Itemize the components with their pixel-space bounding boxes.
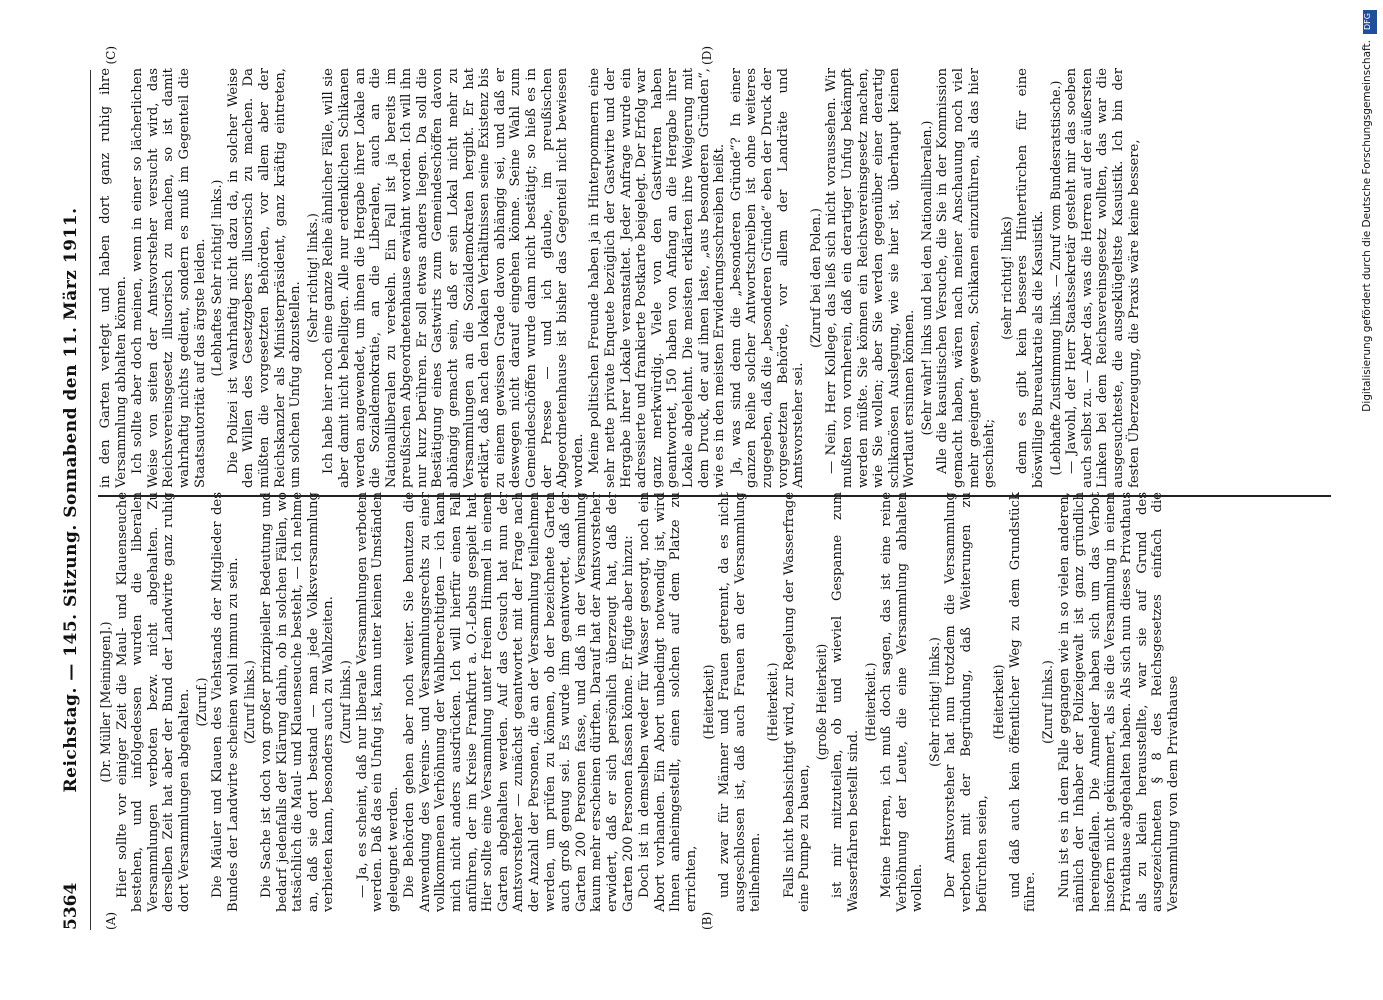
paragraph: — Nein, Herr Kollege, das ließ sich nicht voraussehen. Wir mußten von vornherein, daß ein derartiger Unfug bekämpft werden müßte. Sie können ein Reichsvereinsgesetz machen, wie Sie wollen; aber Sie werden gegenüber einer derartig schikanösen Auslegung, wie sie hier ist, überhaupt keinen Wortlaut ersinnen können. <box>824 68 918 488</box>
margin-marker-c: (C) <box>104 46 118 65</box>
paragraph: Die Behörden gehen aber noch weiter. Sie benutzen die Anwendung des Vereins- und Versammlungsrechts zu einer vollkommenen Verhöhnung der Wahlberechtigten — ich kann mich nicht anders ausdrücken. Ich will hierfür einen Fall anführen, der im Kreise Frankfurt a. O.-Lebus gespielt hat. Hier sollte eine Versammlung unter freiem Himmel in einem Garten abgehalten werden. Auf das Gesuch hat nun der Amtsvorsteher — zunächst geantwortet mit der Frage nach der Anzahl der Personen, die an der Versammlung teilnehmen werden, um prüfen zu können, ob der bezeichnete Garten auch groß genug sei. Es wurde ihm geantwortet, daß der Garten 200 Personen fasse, und daß in der Versammlung kaum mehr erscheinen dürften. Darauf hat der Amtsvorsteher erwidert, daß er sich persönlich überzeugt hat, daß der Garten 200 Personen fassen könne. Er fügte aber hinzu: <box>402 492 636 912</box>
paragraph: Ich sollte aber doch meinen, wenn in einer so lächerlichen Weise von seiten der Amtsvorsteher versucht wird, das Reichsvereinsgesetz illusorisch zu machen, so ist damit wahrhaftig nichts gedient, sondern es muß im Gegenteil die Staatsautorität auf das ärgste leiden. <box>130 68 208 488</box>
interjection: (Heiterkeit.) <box>862 662 878 742</box>
interjection: (Sehr richtig! links.) <box>304 213 320 343</box>
paragraph: Die Mäuler und Klauen des Viehstands der Mitglieder des Bundes der Landwirte scheinen wohl immun zu sein. <box>210 492 241 912</box>
interjection: (Sehr wahr! links und bei den Nationalliberalen.) <box>918 120 934 436</box>
margin-marker-b: (B) <box>700 911 714 930</box>
paragraph: Ich habe hier noch eine ganze Reihe ähnlicher Fälle, will sie aber damit nicht behelligen. Alle nur erdenklichen Schikanen werden angewendet, um ihnen die Hergabe ihrer Lokale an die Sozialdemokratie, an die Liberalen, auch an die Nationalliberalen zu verekeln. Ein Fall ist ja bereits im preußischen Abgeordnetenhause erwähnt worden. Ich will ihn nur kurz berühren. Er soll etwas anders liegen. Da soll die Bestätigung eines Gastwirts zum Gemeindeschöffen davon abhängig gemacht sein, daß er sein Lokal nicht mehr zu Versammlungen an die Sozialdemokraten hergibt. Er hat erklärt, daß nach den lokalen Verhältnissen seine Existenz bis zu einem gewissen Grade davon abhängig sei, und daß er deswegen nicht darauf eingehen könne. Seine Wahl zum Gemeindeschöffen wurde dann nicht bestätigt; so hieß es in der Presse — und ich glaube, im preußischen Abgeordnetenhause ist bisher das Gegenteil nicht bewiesen worden. <box>321 68 586 488</box>
margin-marker-d: (D) <box>700 46 714 65</box>
column-divider <box>98 495 1331 497</box>
paragraph: Ja, was sind denn die „besonderen Gründe“? In einer ganzen Reihe solcher Antwortschreiben ist ohne weiteres zugegeben, daß die „besonderen Gründe“ eben der Druck der vorgesetzten Behörde, vor allem der Landräte und Amtsvorsteher sei. <box>728 68 807 488</box>
paragraph: in den Garten verlegt und haben dort ganz ruhig ihre Versammlung abhalten können. <box>98 68 129 488</box>
interjection: (Zuruf links.) <box>1040 660 1056 744</box>
paragraph: Meine Herren, ich muß doch sagen, das ist eine reine Verhöhnung der Leute, die eine Versammlung abhalten wollen. <box>879 492 926 912</box>
interjection: (große Heiterkeit) <box>813 643 829 761</box>
interjection: (Zuruf links.) <box>337 660 353 744</box>
left-text-column <box>98 492 1331 912</box>
running-header <box>54 70 88 930</box>
interjection: (Zuruf links.) <box>242 660 258 744</box>
paragraph: Die Sache ist doch von großer prinzipieller Bedeutung und bedarf jedenfalls der Klärung dahin, ob in solchen Fällen, wo tatsächlich die Maul- und Klauenseuche besteht, — ich nehme an, daß sie dort bestand — man jede Volksversammlung verbieten kann, besonders auch zu Wahlzeiten. <box>258 492 337 912</box>
margin-marker-a: (A) <box>104 911 118 930</box>
paragraph: Die Polizei ist wahrhaftig nicht dazu da, in solcher Weise den Willen des Gesetzgebers illusorisch zu machen. Da müßten die vorgesetzten Behörden, vor allem aber der Reichskanzler als Ministerpräsident, ganz kräftig eintreten, um solchen Unfug abzustellen. <box>225 68 304 488</box>
header-rule <box>90 70 91 930</box>
paragraph: Nun ist es in dem Falle gegangen wie in so vielen anderen, nämlich der Inhaber der Polizeigewalt ist ganz gründlich hereingefallen. Die Anmelder haben sich um das Verbot insofern nicht gekümmert, als sie die Versammlung in einem Privathause abgehalten haben. Als sich nun dieses Privathaus als zu klein herausstellte, war sie auf Grund des ausgezeichneten § 8 des Reichsgesetzes einfach die Versammlung von dem Privathause <box>1056 492 1181 912</box>
interjection: (Heiterkeit.) <box>764 662 780 742</box>
paragraph: Falls nicht beabsichtigt wird, zur Regelung der Wasserfrage eine Pumpe zu bauen, <box>781 492 813 912</box>
interjection: (sehr richtig! links) <box>998 216 1014 340</box>
page-title: Reichstag. — 145. Sitzung. Sonnabend den 11. März 1911. <box>61 207 81 793</box>
paragraph: — Jawohl, der Herr Staatssekretär gesteht mir das soeben auch selbst zu. — Aber das, was die Herren auf der äußersten Linken bei dem Reichsvereinsgesetz wollten, das war die ausgesuchteste, die ausgeklügeltste Kasuistik. Ich bin der festen Überzeugung, die Praxis wäre keine bessere, <box>1064 68 1142 488</box>
page-number: 5364 <box>61 882 81 930</box>
interjection: (Zuruf.) <box>193 677 209 727</box>
interjection: (Lebhafte Zustimmung links. — Zuruf vom Bundesratstische.) <box>1047 80 1063 476</box>
interjection: (Heiterkeit) <box>991 664 1007 740</box>
paragraph: denn es gibt kein besseres Hintertürchen für eine böswillige Bureaukratie als die Kasuistik. <box>1015 68 1047 488</box>
paragraph: — Ja, es scheint, daß nur liberale Versammlungen verboten werden. Daß das ein Unfug ist, kann unter keinen Umständen geleugnet werden. <box>354 492 401 912</box>
dfg-logo: DFG <box>1363 10 1377 34</box>
right-text-column <box>98 68 1331 488</box>
funding-note: Digitalisierung gefördert durch die Deutsche Forschungsgemeinschaft. <box>1361 40 1373 412</box>
paragraph: Alle die kasuistischen Versuche, die Sie in der Kommission gemacht haben, wären nach meiner Anschauung noch viel mehr geeignet gewesen, Schikanen einzuführen, als das hier geschieht; <box>935 68 998 488</box>
interjection: (Zuruf bei den Polen.) <box>807 208 823 348</box>
paragraph: Der Amtsvorsteher hat nun trotzdem die Versammlung verboten mit der Begründung, daß Weiterungen zu befürchten seien, <box>943 492 990 912</box>
paragraph: und zwar für Männer und Frauen getrennt, da es nicht ausgeschlossen ist, daß auch Frauen an der Versammlung teilnehmen. <box>717 492 764 912</box>
interjection: (Heiterkeit) <box>700 664 716 740</box>
paragraph: Hier sollte vor einiger Zeit die Maul- und Klauenseuche bestehen, und infolgedessen wurden die liberalen Versammlungen verboten bezw. nicht abgehalten. Zu derselben Zeit hat aber der Bund der Landwirte ganz ruhig dort Versammlungen abgehalten. <box>114 492 192 912</box>
paragraph: Doch ist in demselben weder für Wasser gesorgt, noch ein Abort vorhanden. Ein Abort unbedingt notwendig ist, wird Ihnen anheimgestellt, einen solchen auf dem Platze zu errichten, <box>637 492 699 912</box>
paragraph: Meine politischen Freunde haben ja in Hinterpommern eine sehr nette private Enquete bezüglich der Gastwirte und der Hergabe ihrer Lokale veranstaltet. Jeder Anfrage wurde ein adressierte und frankierte Postkarte beigelegt. Der Erfolg war ganz merkwürdig. Viele von den Gastwirten haben geantwortet, 150 haben von Anfang an die Hergabe ihrer Lokale abgelehnt. Die meisten erklärten ihre Weigerung mit dem Druck, der auf ihnen laste, „aus besonderen Gründen“, wie es in den meisten Erwiderungsschreiben heißt. <box>587 68 728 488</box>
interjection: (Sehr richtig! links.) <box>926 637 942 767</box>
interjection: (Lebhaftes Sehr richtig! links.) <box>209 179 225 377</box>
speaker-label: (Dr. Müller [Meiningen].) <box>98 621 113 783</box>
paragraph: und daß auch kein öffentlicher Weg zu dem Grundstück führe. <box>1007 492 1039 912</box>
paragraph: ist mir mitzuteilen, ob und wieviel Gespanne zum Wasserfahren bestellt sind. <box>830 492 861 912</box>
